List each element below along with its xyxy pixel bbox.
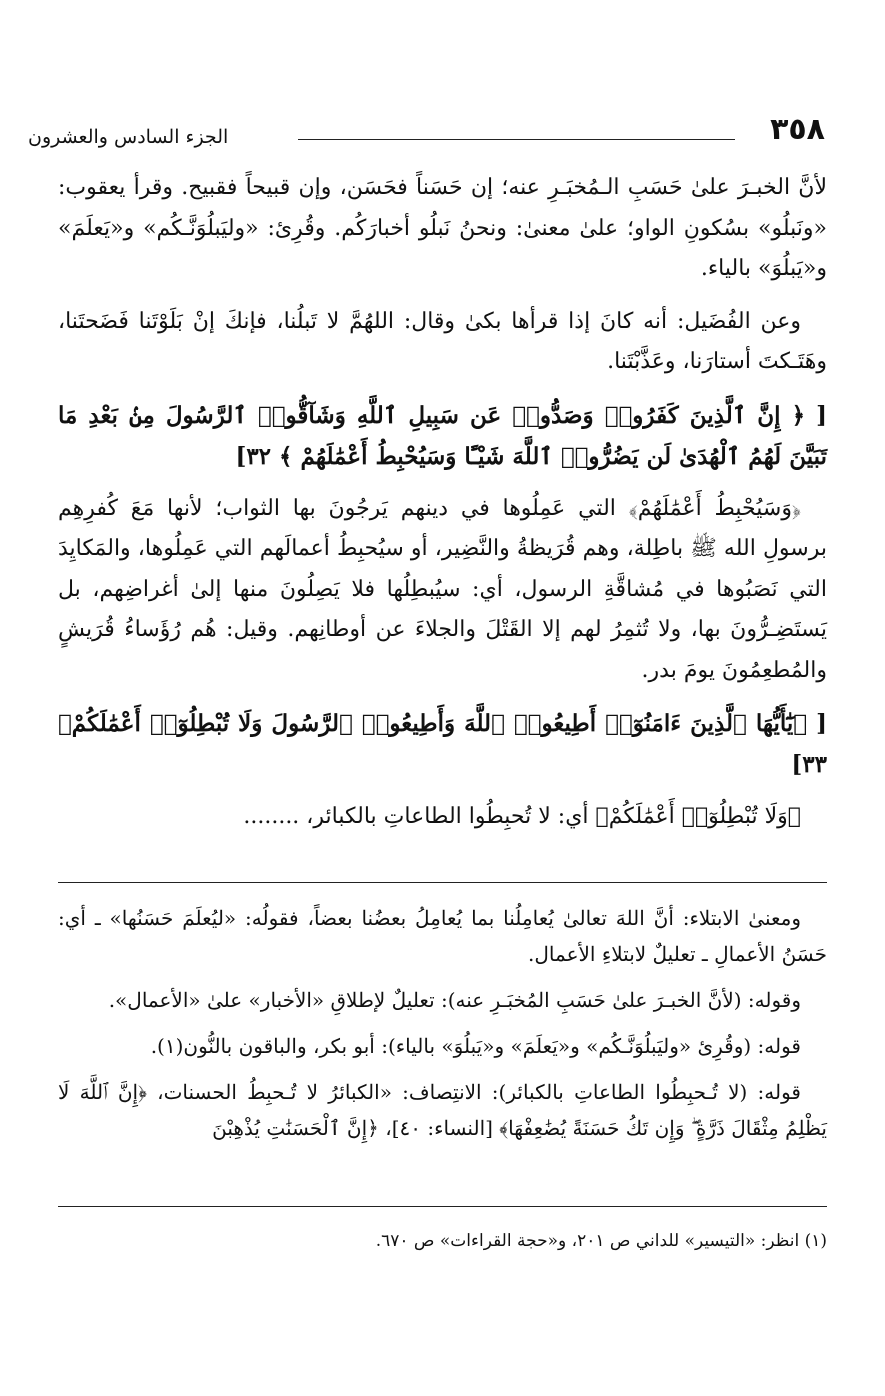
commentary-section [58,900,827,1156]
page-header [28,112,825,156]
paragraph-4: ﴿وَلَا تُبْطِلُوٓا۟ أَعْمَٰلَكُمْ﴾ أي: لا تُحبِطُوا الطاعاتِ بالكبائر، ........ [243,804,801,829]
commentary-1: ومعنىٰ الابتلاء: أنَّ اللهَ تعالىٰ يُعامِلُنا بما يُعامِلُ بعضُنا بعضاً، فقولُه: «ليُعلَمَ حَسَنُها» ـ أي: حَسَنُ الأعمالِ ـ تعليلٌ لابتلاءِ الأعمال. [58,906,827,966]
quran-verse-33: [ ﴿يَٰٓأَيُّهَا ٱلَّذِينَ ءَامَنُوٓا۟ أَطِيعُوا۟ ٱللَّهَ وَأَطِيعُوا۟ ٱلرَّسُولَ وَلَا تُبْطِلُوٓا۟ أَعْمَٰلَكُمْ﴾ ٣٣] [58,710,827,778]
commentary-3: قوله: (وقُرِئ «وليَبلُوَنَّـكُم» و«يَعلَمَ» و«يَبلُوَ» بالياء): أبو بكر، والباقون بالنُّون(١). [150,1034,801,1058]
commentary-4: قوله: (لا تُـحبِطُوا الطاعاتِ بالكبائر): الانتِصاف: «الكبائرُ لا تُـحبِطُ الحسنات، ﴿إِنَّ ٱللَّهَ لَا يَظْلِمُ مِثْقَالَ ذَرَّةٍ ۖ وَإِن تَكُ حَسَنَةً يُضَٰعِفْهَا﴾ [النساء: ٤٠]، ﴿إِنَّ ٱلْحَسَنَٰتِ يُذْهِبْنَ [58,1080,827,1140]
commentary-2: وقوله: (لأنَّ الخبـرَ علىٰ حَسَبِ المُخبَـرِ عنه): تعليلٌ لإطلاقِ «الأخبار» علىٰ «الأعمال». [108,988,801,1012]
main-text [58,168,827,850]
paragraph-2: وعن الفُضَيل: أنه كانَ إذا قرأها بكىٰ وقال: اللهُمَّ لا تَبلُنا، فإنكَ إنْ بَلَوْتَنا فَضَحتَنا، وهَتَـكتَ أستارَنا، وعَذَّبْتَنا. [58,308,827,374]
running-title: الجزء السادس والعشرون [28,126,229,148]
page-number: ٣٥٨ [770,112,825,147]
quran-verse-32: [ ﴿ إِنَّ ٱلَّذِينَ كَفَرُوا۟ وَصَدُّوا۟ عَن سَبِيلِ ٱللَّهِ وَشَآقُّوا۟ ٱلرَّسُولَ مِنۢ بَعْدِ مَا تَبَيَّنَ لَهُمُ ٱلْهُدَىٰ لَن يَضُرُّوا۟ ٱللَّهَ شَيْـًٔا وَسَيُحْبِطُ أَعْمَٰلَهُمْ ﴾ ٣٢] [58,401,827,470]
paragraph-1: لأنَّ الخبـرَ علىٰ حَسَبِ الـمُخبَـرِ عنه؛ إن حَسَناً فحَسَن، وإن قبيحاً فقبيح. وقرأ يعقوب: «ونَبلُو» بسُكونِ الواو؛ علىٰ معنىٰ: ونحنُ نَبلُو أخبارَكُم. وقُرِئ: «وليَبلُوَنَّـكُم» و«يَعلَمَ» و«يَبلُوَ» بالياء. [58,175,827,281]
footnote: (١) انظر: «التيسير» للداني ص ٢٠١، و«حجة القراءات» ص ٦٧٠. [375,1231,827,1251]
commentary-separator [58,882,827,883]
header-rule [298,139,735,140]
paragraph-3: ﴿وَسَيُحْبِطُ أَعْمَٰلَهُمْ﴾ التي عَمِلُوها في دينهم يَرجُونَ بها الثواب؛ لأنها مَعَ كُفرِهِم برسولِ الله ﷺ باطِلة، وهم قُرَيظةُ والنَّضِير، أو سيُحبِطُ أعمالَهم التي عَمِلُوها، والمَكايِدَ التي نَصَبُوها في مُشاقَّةِ الرسول، أي: سيُبطِلُها فلا يَصِلُونَ منها إلىٰ أغراضِهم، بل يَستَضِـرُّونَ بها، ولا تُثمِرُ لهم إلا القَتْلَ والجلاءَ عن أوطانِهم. وقيل: هُم رُؤَساءُ قُرَيشٍ والمُطعِمُونَ يومَ بدر. [58,495,827,683]
footnote-rule [58,1206,827,1207]
